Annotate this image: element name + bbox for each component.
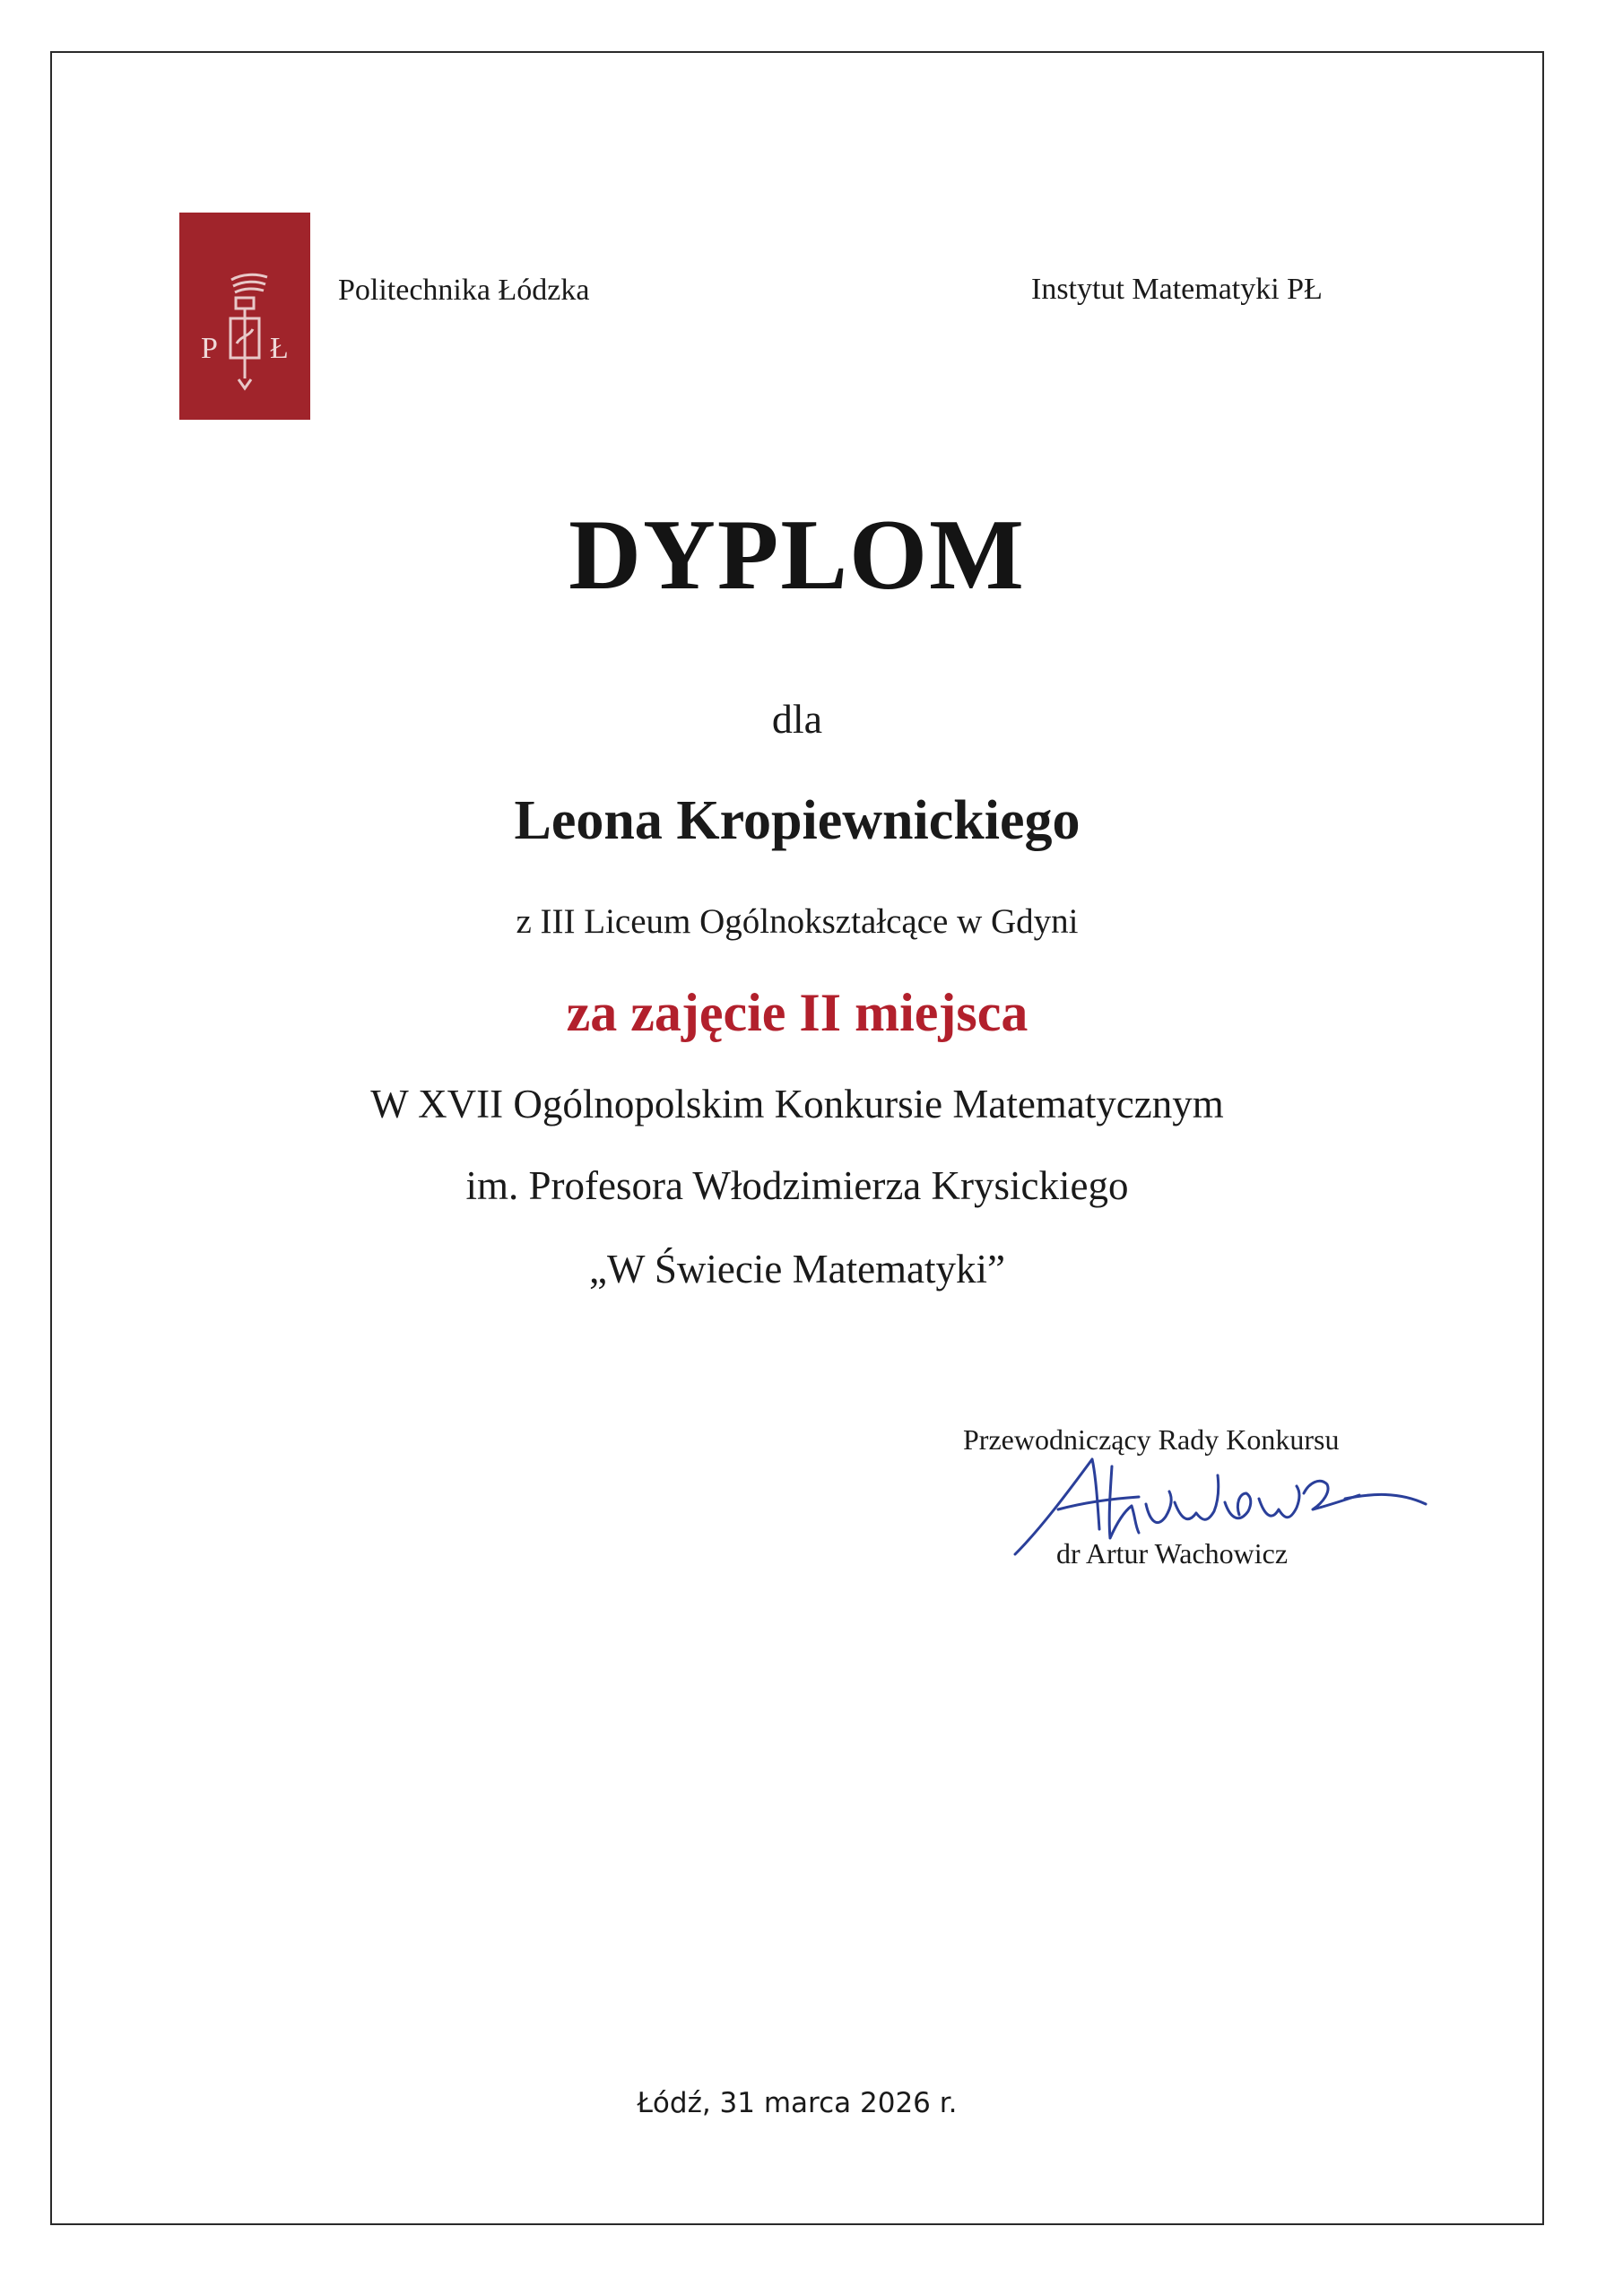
institute-name: Instytut Matematyki PŁ xyxy=(1031,273,1323,306)
school-name: z III Liceum Ogólnokształcące w Gdyni xyxy=(516,902,1079,941)
university-name: Politechnika Łódzka xyxy=(338,274,590,307)
university-logo xyxy=(179,213,310,420)
signatory-role: Przewodniczący Rady Konkursu xyxy=(963,1423,1340,1456)
diploma-title: DYPLOM xyxy=(568,500,1026,611)
for-label: dla xyxy=(771,696,823,742)
issue-date: Łódź, 31 marca 2026 r. xyxy=(637,2087,958,2119)
signatory-name: dr Artur Wachowicz xyxy=(1056,1537,1289,1570)
svg-text:P: P xyxy=(201,332,218,365)
svg-text:Ł: Ł xyxy=(270,332,289,365)
achievement-text: za zajęcie II miejsca xyxy=(566,983,1028,1042)
competition-patron: im. Profesora Włodzimierza Krysickiego xyxy=(465,1163,1129,1208)
competition-name: W XVII Ogólnopolskim Konkursie Matematycznym xyxy=(370,1082,1224,1126)
recipient-name: Leona Kropiewnickiego xyxy=(514,790,1081,851)
competition-nickname: „W Świecie Matematyki” xyxy=(589,1247,1005,1292)
